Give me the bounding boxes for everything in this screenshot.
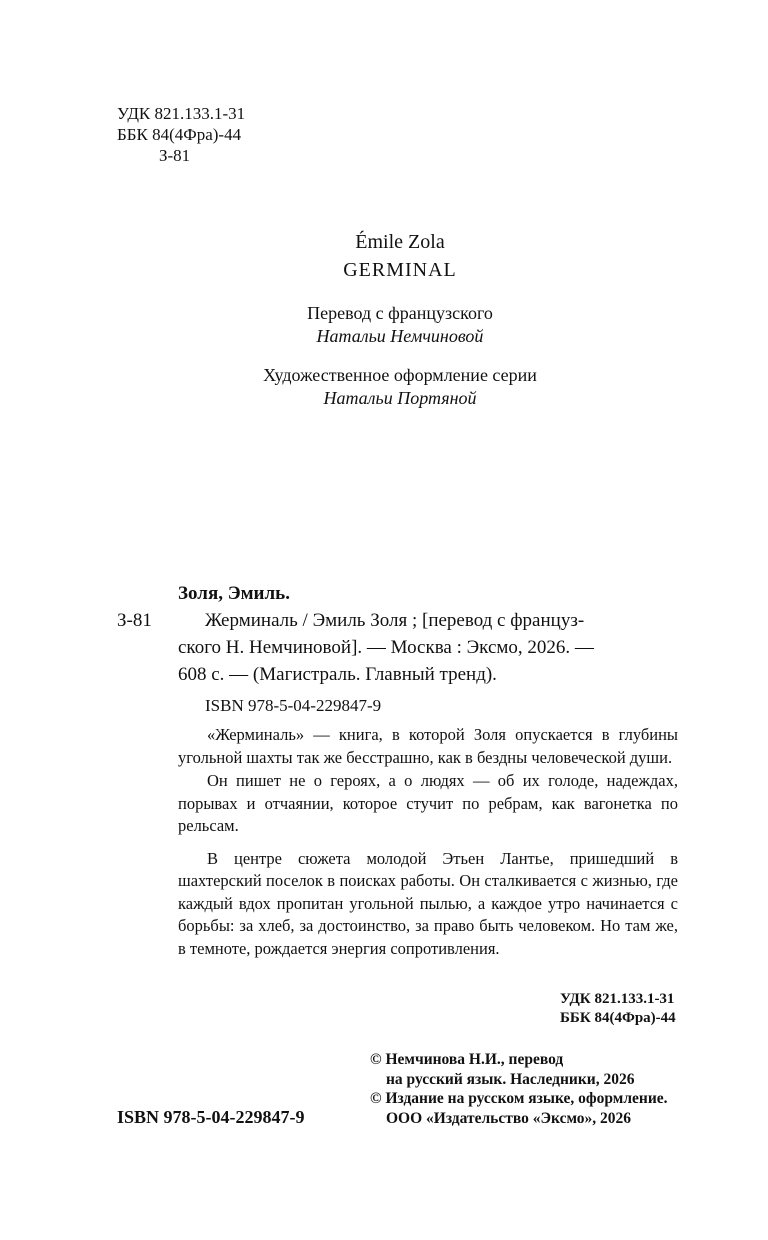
- isbn-bottom: ISBN 978-5-04-229847-9: [117, 1107, 305, 1127]
- bib-line: 608 с. — (Магистраль. Главный тренд).: [178, 664, 497, 685]
- annotation: [178, 724, 678, 960]
- translation-credit: [0, 302, 768, 348]
- design-label: Художественное оформление серии: [263, 365, 537, 385]
- designer-name: Натальи Портяной: [323, 388, 477, 408]
- bib-line: ского Н. Немчиновой]. — Москва : Эксмо, 2026. —: [178, 637, 594, 658]
- bib-description: [205, 607, 584, 634]
- copyright-translation-cont: на русский язык. Наследники, 2026: [386, 1070, 635, 1088]
- copyright-block: [370, 1050, 668, 1128]
- annotation-paragraph: В центре сюжета молодой Этьен Лантье, пришедший в шахтерский поселок в поисках работы. Он сталкивается с жизнью, где каждый вдох пропитан угольной пылью, а каждое утро начинается с борьбы: за хлеб, за достоинство, за право быть человеком. Но там же, в темноте, рождается энергия сопротивления.: [178, 848, 678, 958]
- bib-line: Жерминаль / Эмиль Золя ; [перевод с француз-: [205, 610, 585, 631]
- bbk-code: ББК 84(4Фра)-44: [117, 125, 242, 144]
- udk-code: УДК 821.133.1-31: [117, 104, 246, 123]
- original-author: Émile Zola: [355, 231, 445, 253]
- author-mark: З-81: [159, 146, 191, 165]
- bib-description-cont: [178, 634, 594, 688]
- footer-bbk: ББК 84(4Фра)-44: [560, 1010, 676, 1026]
- bib-isbn: ISBN 978-5-04-229847-9: [205, 696, 382, 715]
- annotation-paragraph: «Жерминаль» — книга, в которой Золя опускается в глубины угольной шахты так же бесстрашно, как в бездны человеческой души.: [178, 725, 678, 767]
- copyright-publisher: ООО «Издательство «Эксмо», 2026: [386, 1109, 632, 1127]
- original-title-block: [0, 228, 768, 284]
- copyright-translation: © Немчинова Н.И., перевод: [370, 1051, 564, 1068]
- footer-udk: УДК 821.133.1-31: [560, 991, 675, 1007]
- design-credit: [0, 364, 768, 410]
- bib-mark: З-81: [117, 610, 152, 631]
- annotation-paragraph: Он пишет не о героях, а о людях — об их голоде, надеждах, порывах и отчаянии, которое стучит по ребрам, как вагонетка по рельсам.: [178, 771, 678, 835]
- bib-heading: Золя, Эмиль.: [178, 583, 290, 604]
- footer-codes: [478, 990, 678, 1028]
- original-title: GERMINAL: [343, 259, 457, 281]
- copyright-edition: © Издание на русском языке, оформление.: [370, 1090, 668, 1107]
- translation-label: Перевод с французского: [307, 303, 493, 323]
- classification-block: [117, 103, 245, 166]
- translator-name: Натальи Немчиновой: [316, 326, 484, 346]
